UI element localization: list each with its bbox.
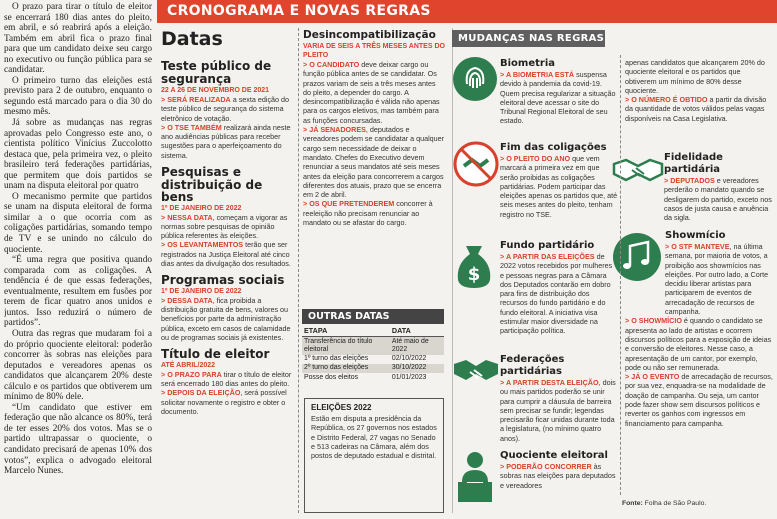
article-paragraph: “É uma regra que positiva quando comparada com as coligações. A tendência é de que essas federações, eventualmente, resultem em fusões por terem de ficar quatro anos unidos e juntos. Isso reduzirá o número de partidos”. (4, 255, 152, 329)
mudanca-lead: O STF MANTEVE (671, 242, 730, 251)
biometry-thumb-icon (452, 56, 498, 102)
datas-column: Teste público de segurança 22 A 26 DE NOVEMBRO DE 2021 > SERÁ REALIZADA a sexta edição do teste público de segurança do sistema eletrônico de votação. > O TSE TAMBÉM realizará ainda neste ano audiências públicas para receber sugestões para o aperfeiçoamento do sistema. Pesquisas e distribuição de bens 1º DE JANEIRO DE 2022 > NESSA DATA, começam a vigorar as normas sobre pesquisas de opinião pública referentes às eleições. > OS LEVANTAMENTOS terão que ser registrados na Justiça Eleitoral até cinco dias antes da divulgação dos resultados. Programas sociais 1º DE JANEIRO DE 2022 > DESSA DATA, fica proibida a distribuição gratuita de bens, valores ou benefícios por parte da administração pública, exceto em casos de calamidade ou de programas sociais já existentes. Título de eleitor ATÉ ABRIL/2022 > O PRAZO PARA tirar o título de eleitor será encerrado 180 dias antes do pleito. > DEPOIS DA ELEIÇÃO, será possível solicitar novamente o registro e obter o documento. (161, 60, 295, 515)
item-text: realizará ainda neste ano audiências públicas para receber sugestões para o aperfeiçoamento do sistema. (161, 122, 291, 160)
table-row (302, 355, 444, 364)
table-row (302, 373, 444, 382)
mudanca-lead: JÁ O EVENTO (631, 372, 680, 382)
table-row (302, 364, 444, 373)
mudanca-heading: Fidelidade partidária (664, 152, 723, 175)
article-paragraph: Já sobre as mudanças nas regras aprovadas pelo Congresso este ano, o cientista político Vinícius Zuccolotto destaca que, pela primeira vez, o pleito brasileiro terá federações partidárias, que permitem que dois partidos se unam na disputa eleitoral por quatro (4, 118, 152, 192)
mudanca-text: , na última semana, por maioria de votos, a proibição aos showmícios nas eleições. Por outro lado, a Corte decidiu liberar artistas para participarem de eventos de arrecadação de recursos de campanha. (665, 242, 769, 317)
mudanca-text: apenas candidatos que alcançarem 20% do quociente eleitoral e os partidos que obtiverem um mínimo de 80% desse quociente. (625, 58, 765, 95)
handshake-icon (452, 352, 500, 388)
item-date: 22 A 26 DE NOVEMBRO DE 2021 (161, 87, 270, 94)
article-paragraph: “Um candidato que estiver em federação que não alcance os 80%, terá de ter esses 20% dos votos. Mas se o partido ultrapassar o quociente, o candidato precisará de apenas 10% dos votos”, explica o advogado eleitoral Marcelo Nunes. (4, 402, 152, 477)
table-cell: 01/01/2023 (391, 373, 427, 381)
table-cell: Posse dos eleitos (304, 373, 359, 381)
mudanca-text: , dois ou mais partidos poderão se unir para cumprir a cláusula de barreira sem precisar se fundir; legendas precisarão ficar unidas durante toda a legislatura, (no mínimo quatro anos). (500, 378, 616, 443)
item-heading: Título de eleitor (161, 347, 270, 362)
quociente-continued: apenas candidatos que alcançarem 20% do quociente eleitoral e os partidos que obtiverem um mínimo de 80% desse quociente. > O NÚMERO É OBTIDO a partir da divisão da quantidade de votos válidos pelas vagas disponíveis na Casa Legislativa. (625, 58, 773, 148)
article-paragraph: O mecanismo permite que partidos se unam na disputa eleitoral de forma similar a o que ocorria com as coligações partidárias, somando tempo de TV e se unindo no cálculo do quociente. (4, 191, 152, 255)
money-bag-icon (452, 240, 496, 290)
eleicoes-title: ELEIÇÕES 2022 (311, 403, 372, 412)
mudanca-lead: PODERÃO CONCORRER (506, 462, 592, 471)
table-cell: 02/10/2022 (391, 355, 427, 363)
no-coalitions-icon (452, 140, 500, 188)
mudanca-lead: DEPUTADOS (670, 176, 715, 185)
table-header-row (302, 326, 444, 337)
mudanca-lead: A PARTIR DESTA ELEIÇÃO (505, 378, 599, 387)
mudanca-text: que vem marcará a primeira vez em que serão proibidas as coligações partidárias. Podem participar das eleições apenas os partidos que, até seis meses antes do pleito, tenham registro no TSE. (500, 154, 618, 219)
desincompat-lead: OS QUE PRETENDEREM (309, 199, 395, 209)
mudanca-heading: Federações partidárias (500, 354, 565, 377)
item-date: 1º DE JANEIRO DE 2022 (161, 204, 242, 212)
desincompat-text: , deputados e vereadores podem se candidatar a qualquer cargo sem necessidade de deixar o mandato. Chefes do Executivo devem renunciar a seus mandatos até seis meses antes da eleição para concorrerem a cargos diferentes dos atuais, prazo que se encerra em 2 de abril. (303, 125, 445, 200)
voter-ballot-icon (452, 448, 498, 504)
mudanca-fidelidade: Fidelidade partidária > DEPUTADOS e vereadores perderão o mandato quando se desligarem do partido, exceto nos casos de justa causa e anuência da sigla. (664, 152, 774, 230)
mudanca-text: às sobras nas eleições para deputados e vereadores (500, 462, 616, 490)
source-credit (622, 500, 706, 507)
eleicoes-text: Estão em disputa a presidência da República, os 27 governos nos estados e Distrito Federal, 27 vagas no Senado e 513 cadeiras na Câmara, além dos postos de deputado estadual e distrital. (311, 414, 437, 461)
mudanca-text: a partir da divisão da quantidade de votos válidos pelas vagas disponíveis na Casa Legislativa. (625, 95, 767, 123)
outras-datas-title: OUTRAS DATAS (308, 311, 390, 322)
outras-datas-bar (302, 309, 444, 324)
item-date: 1º DE JANEIRO DE 2022 (161, 287, 242, 295)
item-text: , será possível solicitar novamente o registro e obter o documento. (161, 388, 287, 417)
desincompat-date: VARIA DE SEIS A TRÊS MESES ANTES DO PLEITO (303, 43, 445, 59)
mudanca-quociente: Quociente eleitoral > PODERÃO CONCORRER às sobras nas eleições para deputados e vereadores (500, 450, 618, 516)
desincompat-text: deve deixar cargo ou função pública antes de se candidatar. Os prazos variam de seis a três meses antes do pleito, a depender do cargo. A desincompatibilização é válida não apenas para os cargos eletivos, mas também para as funções concursadas. (303, 60, 440, 125)
mudanca-heading: Showmício (665, 230, 726, 241)
column-divider (298, 28, 299, 513)
mudanca-coligacoes: Fim das coligações > O PLEITO DO ANO que vem marcará a primeira vez em que serão proibidas as coligações partidárias. Podem participar das eleições apenas os partidos que, até seis meses antes do pleito, tenham registro no TSE. (500, 142, 618, 219)
mudanca-text: suspensa devido à pandemia da covid-19. Quem precisa regularizar a situação eleitoral deve acessar o site do Tribunal Regional Eleitoral de seu estado. (500, 70, 616, 126)
outras-datas-table (302, 326, 444, 382)
item-lead: DESSA DATA (167, 295, 213, 305)
article-paragraph: O prazo para tirar o título de eleitor se encerrará 180 dias antes do pleito, em abril, e só reabrirá após a eleição. Também em abril fica o prazo final para que um candidato deixe seu cargo no executivo ou função pública para se candidatar. (4, 2, 152, 76)
table-cell: 2º turno das eleições (302, 364, 390, 373)
item-date: ATÉ ABRIL/2022 (161, 361, 216, 369)
mudanca-lead: A BIOMETRIA ESTÁ (505, 70, 575, 79)
mudanca-lead: A PARTIR DAS ELEIÇÕES (505, 252, 595, 261)
table-header: DATA (390, 326, 444, 337)
article-body (4, 2, 152, 517)
item-text: tirar o título de eleitor será encerrado 180 dias antes do pleito. (161, 369, 292, 389)
mudanca-showmicio: Showmício > O STF MANTEVE, na última semana, por maioria de votos, a proibição aos showmícios nas eleições. Por outro lado, a Corte decidiu liberar artistas para participarem de eventos de arrecadação de recursos de campanha. > O SHOWMÍCIO é quando o candidato se apresenta ao lado de artistas e ocorrem discursos políticos para a exposição de ideias e conversão de eleitores. Nesse caso, a apresentação de um cantor, por exemplo, pode ou não ser remunerada. > JÁ O EVENTO de arrecadação de recursos, por sua vez, enquadra-se na modalidade de doação de campanha. Ou seja, um cantor pode fazer show sem discursos políticos e reverter os ganhos com ingressos em financiamento para campanha. (625, 230, 773, 428)
article-paragraph: O primeiro turno das eleições está previsto para 2 de outubro, enquanto o segundo está marcado para o dia 30 do mesmo mês. (4, 75, 152, 118)
item-lead: OS LEVANTAMENTOS (167, 240, 244, 250)
table-cell: 30/10/2022 (390, 364, 444, 373)
item-lead: O TSE TAMBÉM (167, 122, 222, 132)
mudancas-title: MUDANÇAS NAS REGRAS (458, 33, 605, 44)
mudanca-lead: O PLEITO DO ANO (506, 154, 571, 163)
item-text: , fica proibida a distribuição gratuita de bens, valores ou benefícios por parte da administração pública, exceto em casos de calamidade ou de programas sociais já existentes. (161, 295, 291, 343)
item-text: a sexta edição do teste público de segurança do sistema eletrônico de votação. (161, 95, 290, 123)
item-text: , começam a vigorar as normas sobre pesquisas de opinião pública referentes às eleições. (161, 212, 288, 241)
desincompat-column: Desincompatibilização VARIA DE SEIS A TRÊS MESES ANTES DO PLEITO > O CANDIDATO deve deixar cargo ou função pública antes de se candidatar. Os prazos variam de seis a três meses antes do pleito, a depender do cargo. A desincompatibilização é válida não apenas para os cargos eletivos, mas também para as funções concursadas. > JÁ SENADORES, deputados e vereadores podem se candidatar a qualquer cargo sem necessidade de deixar o mandato. Chefes do Executivo devem renunciar a seus mandatos até seis meses antes da eleição para concorrerem a cargos diferentes dos atuais, prazo que se encerra em 2 de abril. > OS QUE PRETENDEREM concorrer à reeleição não precisam renunciar ao mandato ou se afastar do cargo. (303, 29, 445, 228)
desincompat-lead: O CANDIDATO (309, 60, 360, 69)
desincompat-text: concorrer à reeleição não precisam renunciar ao mandato ou se afastar do cargo. (303, 199, 433, 228)
item-lead: NESSA DATA (167, 212, 213, 222)
item-heading: Teste público de segurança (161, 60, 272, 86)
mudanca-heading: Quociente eleitoral (500, 450, 608, 461)
banner-title: CRONOGRAMA E NOVAS REGRAS (167, 3, 431, 19)
mudanca-federacoes: Federações partidárias > A PARTIR DESTA ELEIÇÃO, dois ou mais partidos poderão se unir para cumprir a cláusula de barreira sem precisar se fundir; legendas precisarão ficar unidas durante toda a legislatura, (no mínimo quatro anos). (500, 354, 618, 446)
column-divider (620, 55, 621, 495)
table-header: ETAPA (302, 326, 390, 337)
eleicoes-box (304, 398, 444, 513)
source-text: Folha de São Paulo. (642, 500, 707, 507)
mudanca-heading: Fim das coligações (500, 142, 607, 153)
table-cell: 1º turno das eleições (304, 355, 369, 363)
item-heading: Pesquisas e distribuição de bens (161, 165, 263, 205)
item-lead: SERÁ REALIZADA (167, 95, 231, 104)
table-row (302, 337, 444, 355)
mudanca-fundo: Fundo partidário > A PARTIR DAS ELEIÇÕES de 2022 votos recebidos por mulheres e pessoas negras para a Câmara dos Deputados contarão em dobro para fins de distribuição dos recursos do fundo partidário e do fundo eleitoral. A iniciativa visa estimular maior diversidade na participação política. (500, 240, 618, 352)
item-heading: Programas sociais (161, 273, 285, 288)
mudanca-lead: O SHOWMÍCIO (631, 316, 682, 326)
table-cell: Transferência do título eleitoral (302, 337, 390, 355)
desincompat-lead: JÁ SENADORES (309, 125, 366, 135)
svg-text:$: $ (467, 264, 481, 285)
article-paragraph: Outra das regras que mudaram foi a do próprio quociente eleitoral: poderão concorrer às sobras nas eleições para deputados e vereadores apenas os candidatos que alcançarem 20% deste cálculo e os partidos que obtiverem um mínimo de 80% dele. (4, 328, 152, 403)
datas-title: Datas (161, 28, 223, 50)
mudanca-text: é quando o candidato se apresenta ao lado de artistas e ocorrem discursos políticos para a exposição de ideias e conversão de eleitores. Nesse caso, a apresentação de um cantor, por exemplo, pode ou não ser remunerada. (625, 316, 772, 372)
source-label: Fonte: (622, 500, 643, 507)
mudanca-heading: Biometria (500, 58, 556, 69)
table-cell: Até maio de 2022 (390, 337, 444, 355)
mudanca-lead: O NÚMERO É OBTIDO (631, 95, 708, 105)
mudanca-text: de 2022 votos recebidos por mulheres e pessoas negras para a Câmara dos Deputados contarão em dobro para fins de distribuição dos recursos do fundo partidário e do fundo eleitoral. A iniciativa visa estimular maior diversidade na participação política. (500, 252, 613, 336)
desincompat-heading: Desincompatibilização (303, 29, 436, 41)
item-lead: O PRAZO PARA (167, 369, 222, 379)
section-banner (157, 0, 777, 23)
mudanca-text: de arrecadação de recursos, por sua vez, enquadra-se na modalidade de doação de campanha. Ou seja, um cantor pode fazer show sem discursos políticos e reverter os ganhos com ingressos em financiamento para campanha. (625, 372, 773, 428)
mudancas-bar (452, 30, 605, 47)
mudanca-heading: Fundo partidário (500, 240, 595, 251)
mudanca-text: e vereadores perderão o mandato quando se desligarem do partido, exceto nos casos de justa causa e anuência da sigla. (664, 176, 772, 223)
item-lead: DEPOIS DA ELEIÇÃO (167, 388, 241, 398)
item-text: terão que ser registrados na Justiça Eleitoral até cinco dias antes da divulgação dos resultados. (161, 240, 291, 269)
mudanca-biometria: Biometria > A BIOMETRIA ESTÁ suspensa devido à pandemia da covid-19. Quem precisa regularizar a situação eleitoral deve acessar o site do Tribunal Regional Eleitoral de seu estado. (500, 58, 618, 138)
